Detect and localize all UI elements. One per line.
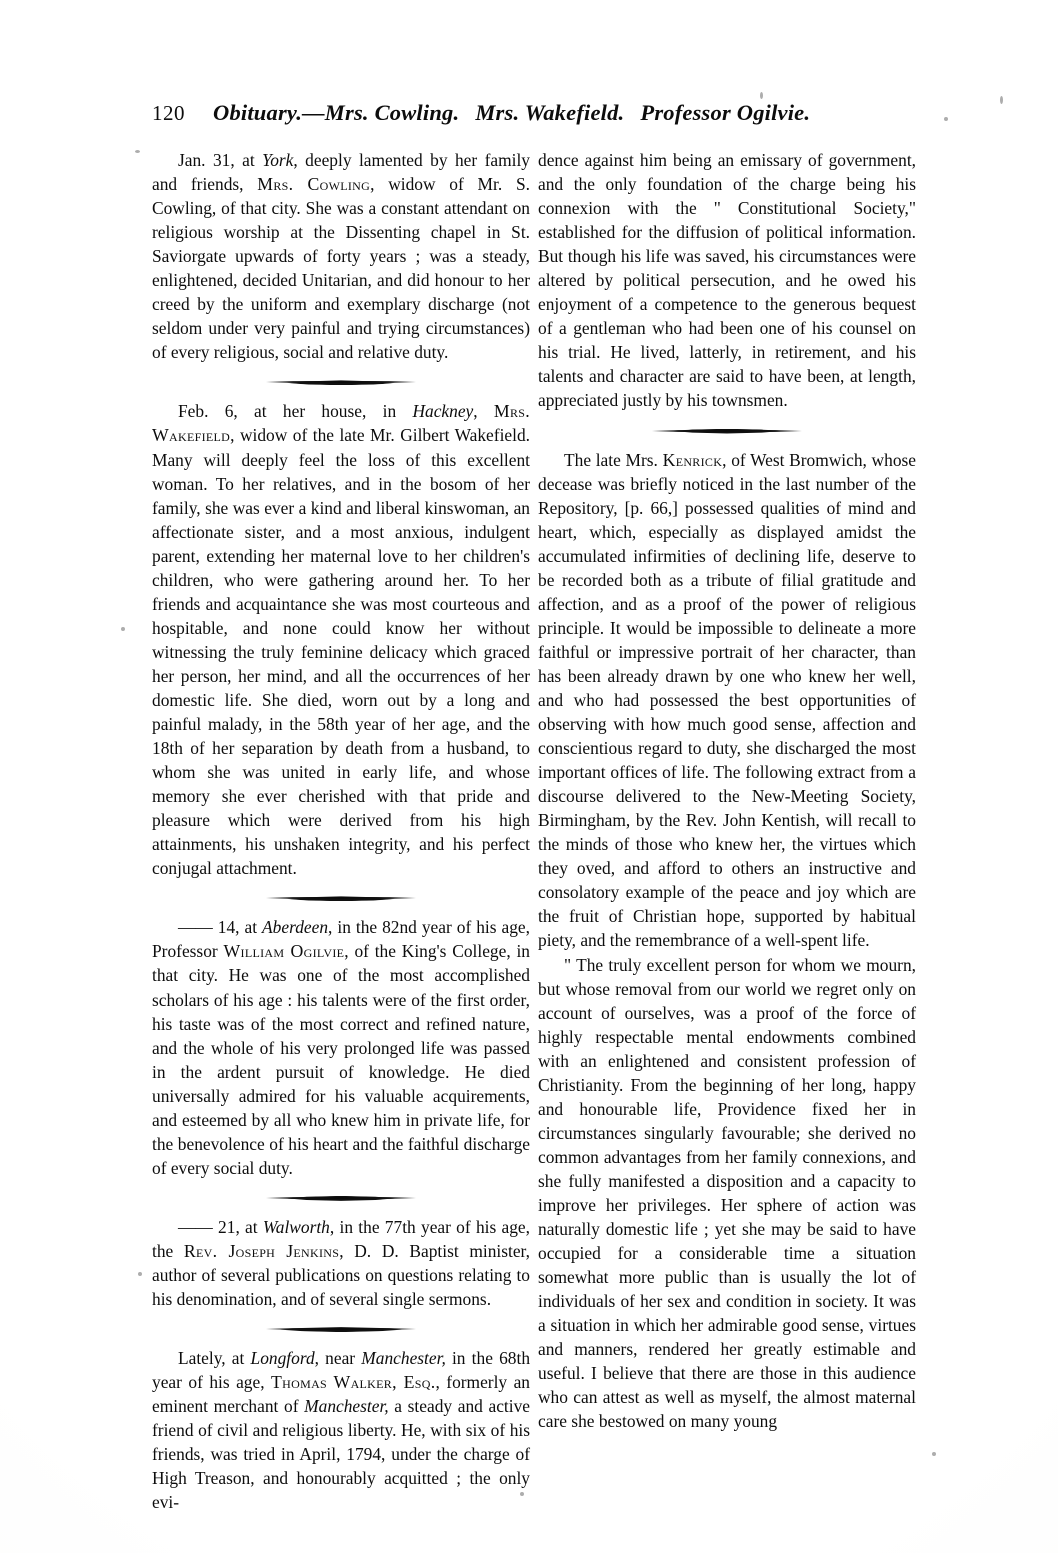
obituary-entry-wakefield: Feb. 6, at her house, in Hackney, Mrs. Wakefield, widow of the late Mr. Gilbert Wakefield. Many will deeply feel the loss of this excellent woman. To her relatives, and in the bosom of her family, she was ever a kind and liberal kinswoman, an affectionate sister, and a most anxious, indulgent parent, extending her maternal love to her children's children, who were gathering around her. To her friends and acquaintance she was most courteous and hospitable, and none could know her without witnessing the truly feminine delicacy which graced her person, her mind, and all the occurrences of her domestic life. She died, worn out by a long and painful malady, in the 58th year of her age, and the 18th of her separation by death from a husband, to whom she was united in early life, and whose memory she ever cherished with that pride and pleasure which were derived from his high attainments, his unshaken integrity, and his perfect conjugal attachment. [152, 401, 530, 879]
running-head-title [213, 100, 826, 125]
running-head [152, 100, 912, 134]
scan-speckle [138, 1272, 142, 1276]
left-text-column [152, 148, 530, 1514]
obituary-entry-ogilvie: —— 14, at Aberdeen, in the 82nd year of his age, Professor William Ogilvie, of the King's College, in that city. He was one of the most accomplished scholars of his age : his talents were of the first order, his taste was of the most correct and refined nature, and the whole of his very prolonged life was passed in the ardent pursuit of knowledge. He died universally admired for his valuable acquirements, and esteemed by all who knew him in private life, for the benevolence of his heart and the faithful discharge of every social duty. [152, 917, 530, 1178]
obituary-entry-kenrick: The late Mrs. Kenrick, of West Bromwich, whose decease was briefly noticed in the last number of the Repository, [p. 66,] possessed qualities of mind and heart, which, especially as displayed amidst the accumulated infirmities of declining life, deserve to be recorded both as a tribute of filial gratitude and affection, and as a proof of the power of religious principle. It would be impossible to delineate a more faithful or impressive portrait of her character, than has been already drawn by one who knew her well, and who had possessed the best opportunities of observing with how much good sense, affection and conscientious regard to duty, she discharged the most important offices of life. The following extract from a discourse delivered to the New-Meeting Society, Birmingham, by the Rev. John Kentish, will recall to the minds of those who knew her, the virtues which they oved, and afford to others an instructive and consolatory example of the peace and joy which are the fruit of Christian hope, supported by habitual piety, and the remembrance of a well-spent life. [538, 449, 916, 951]
section-ornament-divider [152, 1314, 530, 1344]
scan-speckle [932, 1452, 936, 1456]
running-head-segment-wakefield: Mrs. Wakefield. [475, 100, 625, 125]
right-text-column [538, 148, 916, 1433]
scan-speckle [520, 1492, 524, 1496]
section-ornament-divider [152, 1183, 530, 1213]
scan-speckle [121, 627, 125, 631]
running-head-segment-obituary: Obituary.—Mrs. Cowling. [213, 100, 460, 125]
section-ornament-divider [152, 367, 530, 397]
scan-speckle [135, 150, 140, 153]
obituary-entry-walker-continued: dence against him being an emissary of government, and the only foundation of the charge being his connexion with the " Constitutional Society," established for the diffusion of political information. But though his life was saved, his circumstances were altered by political persecution, and he owed his enjoyment of a competence to the generous bequest of a gentleman who had been one of his counsel on his trial. He lived, latterly, in retirement, and his talents and character are said to have been, at length, appreciated justly by his townsmen. [538, 150, 916, 411]
page-folio-number: 120 [152, 101, 185, 125]
section-ornament-divider [152, 883, 530, 913]
scan-speckle [944, 117, 948, 121]
scan-speckle [1000, 96, 1003, 104]
scan-speckle [760, 92, 763, 99]
obituary-entry-walker: Lately, at Longford, near Manchester, in the 68th year of his age, Thomas Walker, Esq., formerly an eminent merchant of Manchester, a steady and active friend of civil and religious liberty. He, with six of his friends, was tried in April, 1794, under the charge of High Treason, and honourably acquitted ; the only evi- [152, 1348, 531, 1513]
kenrick-sermon-quotation: " The truly excellent person for whom we mourn, but whose removal from our world we regret only on account of ourselves, was a proof of the force of highly respectable mental endowments combined with an enlightened and consistent profession of Christianity. From the beginning of her long, happy and honourable life, Providence fixed her in circumstances singularly favourable; she derived no common advantages from her family connexions, and she fully manifested a disposition and a capacity to improve her privileges. Her sphere of action was naturally domestic life ; yet she may be said to have occupied for a considerable time a situation somewhat more public than is usually the lot of individuals of her sex and condition in society. It was a situation in which her admirable good sense, virtues and manners, rendered her greatly estimable and useful. I believe that there are those in this audience who can attest as well as myself, the almost maternal care she bestowed on many young [538, 954, 916, 1432]
section-ornament-divider [538, 416, 916, 446]
obituary-entry-jenkins: —— 21, at Walworth, in the 77th year of his age, the Rev. Joseph Jenkins, D. D. Baptist minister, author of several publications on questions relating to his denomination, and of several single sermons. [152, 1216, 530, 1310]
obituary-entry-cowling: Jan. 31, at York, deeply lamented by her family and friends, Mrs. Cowling, widow of Mr. S. Cowling, of that city. She was a constant attendant on religious worship at the Dissenting chapel in St. Saviorgate upwards of forty years ; was a steady, enlightened, decided Unitarian, and did honour to her creed by the uniform and exemplary discharge (not seldom under very painful and trying circumstances) of every religious, social and relative duty. [152, 150, 530, 363]
running-head-segment-ogilvie: Professor Ogilvie. [640, 100, 811, 125]
